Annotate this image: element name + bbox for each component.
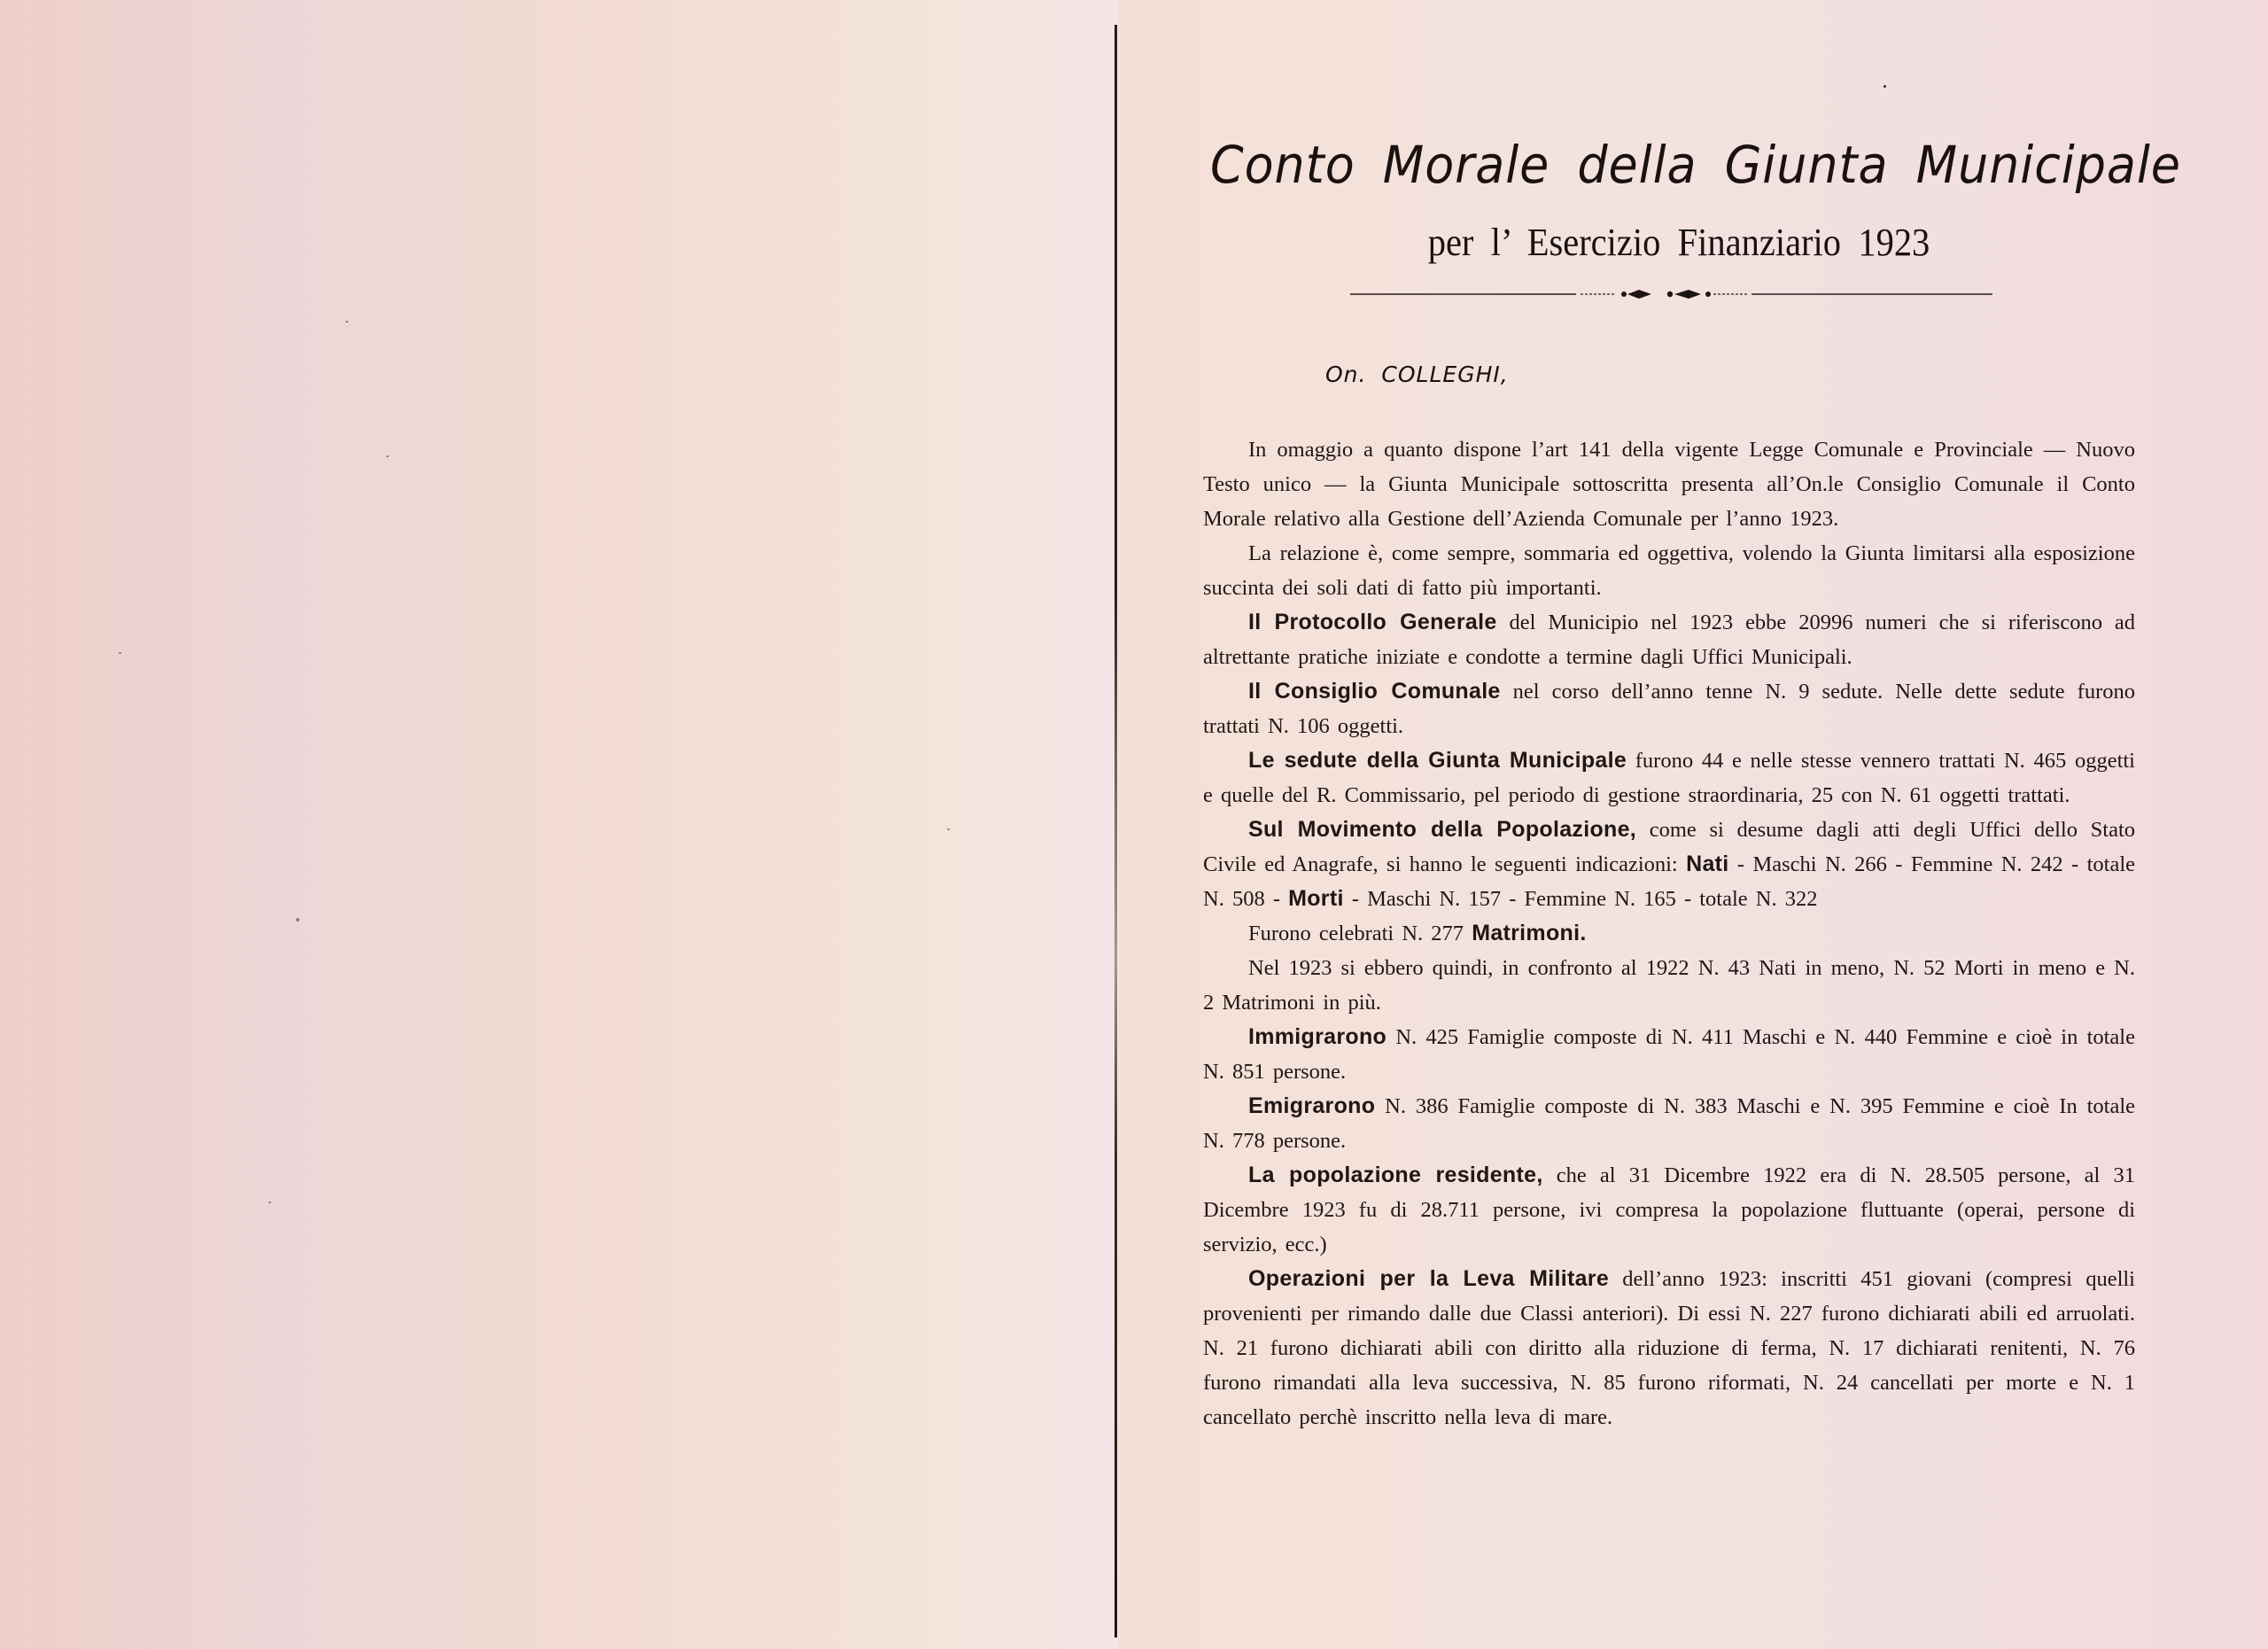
paragraph-text: Furono celebrati N. 277 — [1248, 922, 1472, 945]
paragraph-heading: La popolazione residente, — [1248, 1163, 1543, 1187]
paragraph-heading: Il Protocollo Generale — [1248, 610, 1497, 634]
paragraph-text: N. 425 Famiglie composte di N. 411 Maschi e N. 440 Femmine e cioè in totale N. 851 persone. — [1203, 1025, 2135, 1084]
paragraph-text: furono 44 e nelle stesse vennero trattati N. 465 oggetti e quelle del R. Commissario, pel periodo di gestione straordinaria, 25 con N. 61 oggetti trattati. — [1203, 749, 2135, 807]
paragraph-text: In omaggio a quanto dispone l’art 141 della vigente Legge Comunale e Provinciale — Nuovo Testo unico — la Giunta Municipale sottoscritta presenta all’On.le Consiglio Comunale il Conto Morale relativo alla Gestione dell’Azienda Comunale per l’anno 1923. — [1203, 438, 2135, 531]
paragraph-residente — [1203, 1158, 2135, 1262]
paragraph-heading: Emigrarono — [1248, 1093, 1376, 1118]
paper-speck — [1884, 85, 1886, 88]
paragraph-text: come si desume dagli atti degli Uffici dello Stato Civile ed Anagrafe, si hanno le seguenti indicazioni: — [1203, 818, 2136, 876]
salutation: On. COLLEGHI, — [1325, 362, 1509, 387]
paragraph-text: dell’anno 1923: inscritti 451 giovani (compresi quelli provenienti per rimando dalle due Classi anteriori). Di essi N. 227 furono dichiarati abili ed arruolati. N. 21 furono dichiarati abili con diritto alla riduzione di ferma, N. 17 dichiarati renitenti, N. 76 furono rimandati alla leva successiva, N. 85 furono riformati, N. 24 cancellati per morte e N. 1 cancellato perchè inscritto nella leva di mare. — [1203, 1267, 2135, 1429]
ornament-rule-icon — [1350, 285, 1992, 303]
paper-speck — [947, 828, 950, 830]
document-body — [1203, 432, 2135, 1435]
paragraph-consiglio — [1203, 674, 2135, 743]
paragraph-heading: Le sedute della Giunta Municipale — [1248, 748, 1627, 773]
paragraph-text: - Maschi N. 266 - Femmine N. 242 - totale N. 508 - — [1203, 852, 2136, 911]
paragraph-heading: Il Consiglio Comunale — [1248, 679, 1501, 704]
paragraph-text: - Maschi N. 157 - Femmine N. 165 - totale N. 322 — [1343, 887, 1818, 911]
paragraph-text: Nel 1923 si ebbero quindi, in confronto al 1922 N. 43 Nati in meno, N. 52 Morti in meno e N. 2 Matrimoni in più. — [1203, 956, 2135, 1015]
inline-term-nati: Nati — [1686, 852, 1729, 876]
paragraph-heading: Immigrarono — [1248, 1024, 1387, 1049]
paragraph-text: La relazione è, come sempre, sommaria ed oggettiva, volendo la Giunta limitarsi alla esposizione succinta dei soli dati di fatto più importanti. — [1203, 541, 2135, 600]
paragraph-heading: Sul Movimento della Popolazione, — [1248, 817, 1637, 842]
paragraph-confronto — [1203, 951, 2135, 1020]
inline-term-morti: Morti — [1288, 886, 1344, 911]
paragraph-heading: Operazioni per la Leva Militare — [1248, 1266, 1610, 1291]
paragraph-immigrarono — [1203, 1020, 2135, 1089]
document-subtitle: per l’ Esercizio Finanziario 1923 — [1427, 221, 1930, 264]
paragraph-text: del Municipio nel 1923 ebbe 20996 numeri che si riferiscono ad altrettante pratiche iniziate e condotte a termine dagli Uffici Municipali. — [1203, 611, 2135, 669]
divider-ornament — [1350, 285, 1992, 303]
paragraph-text: N. 386 Famiglie composte di N. 383 Maschi e N. 395 Femmine e cioè In totale N. 778 persone. — [1203, 1094, 2135, 1153]
paragraph-text: che al 31 Dicembre 1922 era di N. 28.505 persone, al 31 Dicembre 1923 fu di 28.711 persone, ivi compresa la popolazione fluttuante (operai, persone di servizio, ecc.) — [1203, 1163, 2135, 1256]
paragraph-intro — [1203, 432, 2135, 536]
inline-term-matrimoni: Matrimoni. — [1472, 921, 1587, 945]
paper-speck — [268, 1202, 271, 1203]
paragraph-protocollo — [1203, 605, 2135, 674]
paper-speck — [386, 455, 389, 457]
paragraph-matrimoni — [1203, 916, 2135, 951]
paragraph-emigrarono — [1203, 1089, 2135, 1158]
paragraph-relazione — [1203, 536, 2135, 605]
paragraph-text: nel corso dell’anno tenne N. 9 sedute. Nelle dette sedute furono trattati N. 106 oggetti. — [1203, 680, 2135, 738]
paragraph-popolazione — [1203, 813, 2135, 916]
paragraph-leva — [1203, 1262, 2135, 1435]
paragraph-giunta — [1203, 743, 2135, 813]
left-page-blank — [0, 0, 1118, 1649]
paper-speck — [119, 652, 121, 654]
document-title: Conto Morale della Giunta Municipale — [1210, 135, 2181, 195]
book-gutter-line — [1115, 25, 1117, 1637]
paper-speck — [346, 321, 348, 323]
paper-speck — [296, 918, 299, 922]
